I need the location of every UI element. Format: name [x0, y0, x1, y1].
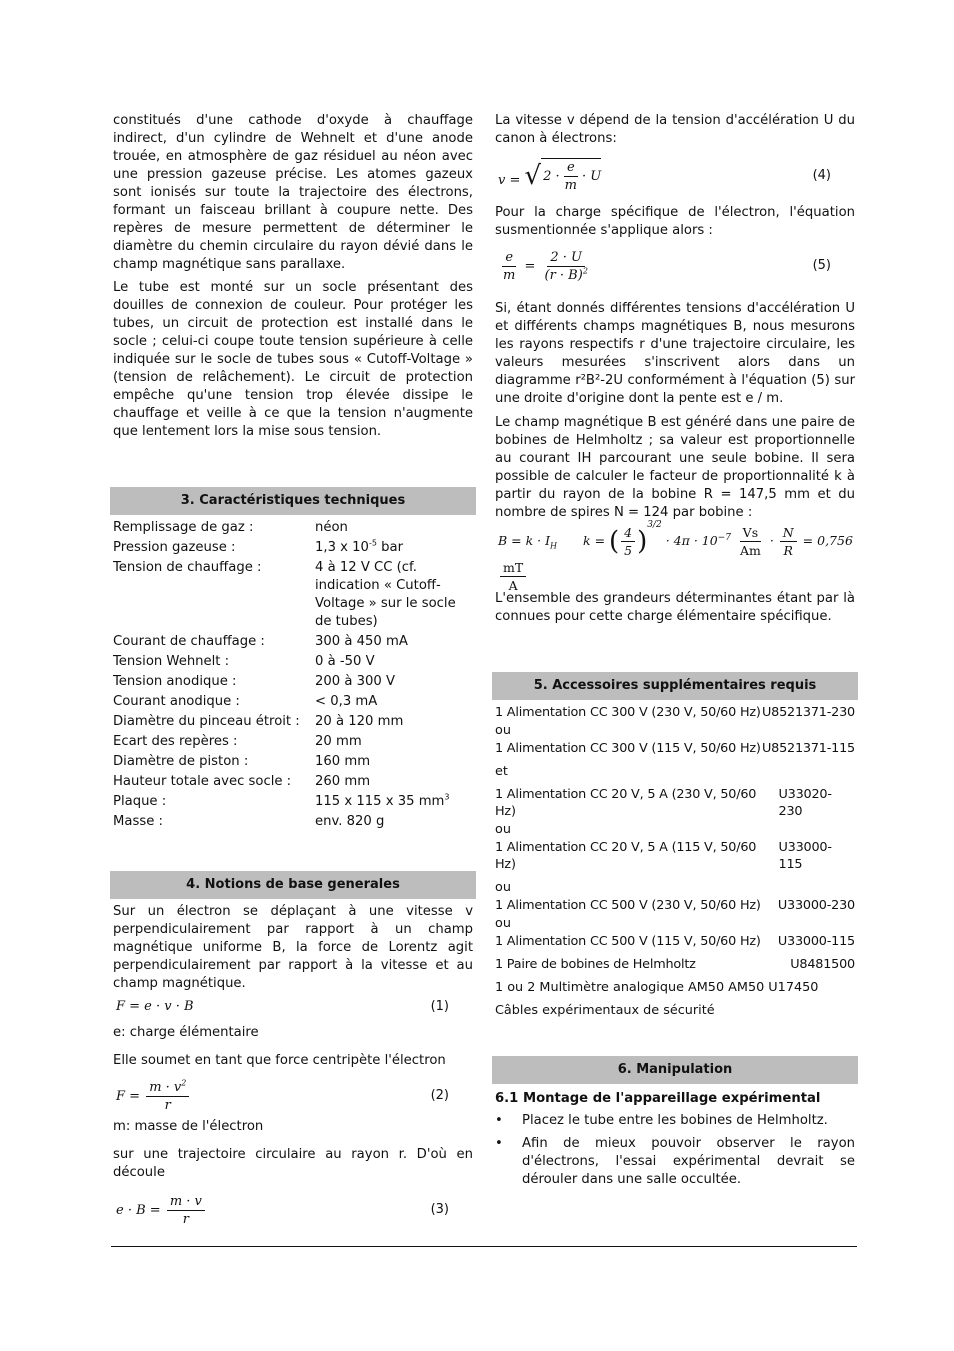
paragraph: La vitesse v dépend de la tension d'accélération U du canon à électrons:	[495, 113, 855, 146]
equation-number: (2)	[430, 1088, 449, 1103]
bullet-item: • Placez le tube entre les bobines de Helmholtz.	[495, 1112, 855, 1130]
accessory-row	[495, 1002, 855, 1019]
superscript: 3	[444, 792, 450, 802]
accessory-code: U8521371-230	[761, 705, 855, 720]
spec-label: Masse :	[113, 814, 163, 829]
spec-row	[113, 713, 473, 731]
spec-label: Tension de chauffage :	[113, 560, 262, 575]
spec-row	[113, 653, 473, 671]
accessory-row	[495, 839, 855, 873]
accessory-row	[495, 740, 855, 757]
spec-row	[113, 519, 473, 537]
accessory-row	[495, 956, 855, 973]
accessory-name: 1 ou 2 Multimètre analogique AM50 AM50 U17450	[495, 980, 819, 995]
spec-label: Pression gazeuse :	[113, 540, 236, 555]
spec-label: Plaque :	[113, 794, 167, 809]
spec-value	[315, 693, 473, 711]
spec-row	[113, 733, 473, 751]
equation-1	[113, 996, 473, 1018]
accessory-name: ou	[495, 916, 511, 931]
spec-value	[315, 713, 473, 731]
spec-value-text: 20 à 120 mm	[315, 714, 404, 729]
accessory-name: Câbles expérimentaux de sécurité	[495, 1003, 715, 1018]
accessory-name: 1 Alimentation CC 20 V, 5 A (115 V, 50/60 Hz)	[495, 840, 757, 872]
spec-unit: bar	[376, 540, 404, 555]
spec-label: Tension Wehnelt :	[113, 654, 230, 669]
accessory-row	[495, 979, 855, 996]
equation-3-formula: e · B = $\frac{m \cdot v}{r}$	[116, 1193, 207, 1228]
accessory-row	[495, 933, 855, 950]
paragraph: constitués d'une cathode d'oxyde à chauffage indirect, d'un cylindre de Wehnelt et d'une anode trouée, en atmosphère de gaz résiduel au néon avec une pression gazeuse précise. Les atomes gazeux sont ionisés sur toute la trajectoire des électrons, formant un faisceau brillant à coupure nette. Des repères de mesure permettent de déterminer le diamètre du chemin circulaire du rayon dévié dans le champ magnétique sans parallaxe.	[113, 113, 473, 272]
spec-value-text: 160 mm	[315, 754, 371, 769]
spec-value	[315, 773, 473, 791]
accessory-row	[495, 915, 855, 932]
spec-label: Diamètre du pinceau étroit :	[113, 714, 300, 729]
spec-row	[113, 539, 473, 557]
spec-value	[315, 633, 473, 651]
spec-value	[315, 559, 473, 631]
spec-row	[113, 633, 473, 651]
equation-4-formula: v = √ 2 · $\frac{e}{m}$ · U	[498, 160, 602, 193]
equation-k	[495, 520, 855, 593]
bullet-item: • Afin de mieux pouvoir observer le rayon d'électrons, l'essai expérimental devrait se dérouler dans une salle occultée.	[495, 1135, 855, 1189]
spec-value	[315, 539, 473, 557]
spec-label: Remplissage de gaz :	[113, 520, 254, 535]
accessory-code: U8521371-115	[761, 741, 855, 756]
spec-value-text: 4 à 12 V CC (cf. indication « Cutoff-Voltage » sur le socle de tubes)	[315, 560, 456, 629]
equation-2-formula: F = $\frac{m \cdot v^2}{r}$	[116, 1079, 191, 1114]
accessory-name: 1 Alimentation CC 300 V (230 V, 50/60 Hz)	[495, 705, 761, 720]
spec-row	[113, 693, 473, 711]
accessory-row	[495, 786, 855, 820]
accessory-row	[495, 763, 855, 780]
accessory-name: 1 Alimentation CC 300 V (115 V, 50/60 Hz)	[495, 741, 761, 756]
section-heading-4: 4. Notions de base generales	[110, 871, 476, 899]
spec-value-text: 0 à -50 V	[315, 654, 375, 669]
equation-number: (1)	[430, 999, 449, 1014]
accessory-row	[495, 897, 855, 914]
spec-value-text: 20 mm	[315, 734, 362, 749]
spec-label: Diamètre de piston :	[113, 754, 249, 769]
paragraph: Pour la charge spécifique de l'électron, l'équation susmentionnée s'applique alors :	[495, 205, 855, 238]
spec-row	[113, 793, 473, 811]
paragraph: m: masse de l'électron	[113, 1119, 264, 1134]
spec-label: Courant de chauffage :	[113, 634, 265, 649]
accessory-name: 1 Alimentation CC 500 V (115 V, 50/60 Hz)	[495, 934, 761, 949]
spec-value	[315, 519, 473, 537]
spec-row	[113, 753, 473, 771]
spec-value	[315, 673, 473, 691]
spec-value-text: 260 mm	[315, 774, 371, 789]
paragraph	[113, 1024, 473, 1042]
text: e: charge élémentaire	[113, 1025, 259, 1040]
spec-table	[113, 519, 473, 831]
paragraph: Si, étant donnés différentes tensions d'accélération U et différents champs magnétiques B, nous mesurons les rayons respectifs r d'une trajectoire circulaire, les valeurs mesurées s'inscrivent alors dans un diagramme r²B²-2U conformément à l'équation (5) sur une droite d'origine dont la pente est e / m.	[495, 301, 855, 406]
spec-value	[315, 753, 473, 771]
right-column	[495, 112, 855, 1194]
accessories-list	[495, 704, 855, 1019]
equation-5-formula: $\frac{e}{m}$ = $\frac{2 \cdot U}{(r \cdot B)^2}$	[503, 249, 588, 283]
equation-5	[495, 242, 855, 290]
paragraph: Le champ magnétique B est généré dans une paire de bobines de Helmholtz ; sa valeur est proportionnelle au courant IH parcourant une seule bobine. Il sera possible de calculer le facteur de proportionnalité k à partir du rayon de la bobine R = 147,5 mm et du nombre de spires N = 124 par bobine :	[495, 415, 855, 520]
accessory-name: ou	[495, 822, 511, 837]
accessory-row	[495, 722, 855, 739]
spec-label: Hauteur totale avec socle :	[113, 774, 292, 789]
accessory-name: ou	[495, 880, 511, 895]
spec-value-text: < 0,3 mA	[315, 694, 378, 709]
superscript: -5	[368, 538, 377, 548]
accessory-code: U8481500	[790, 957, 855, 972]
accessory-code: U33000-115	[777, 934, 855, 949]
equation-2	[113, 1074, 473, 1118]
spec-value	[315, 733, 473, 751]
accessory-name: et	[495, 764, 508, 779]
spec-value	[315, 653, 473, 671]
spec-value	[315, 813, 473, 831]
equation-number: (4)	[812, 168, 831, 183]
spec-label: Courant anodique :	[113, 694, 240, 709]
accessory-name: 1 Alimentation CC 500 V (230 V, 50/60 Hz)	[495, 898, 761, 913]
accessory-name: 1 Paire de bobines de Helmholtz	[495, 957, 696, 972]
paragraph: Sur un électron se déplaçant à une vitesse v perpendiculairement par rapport à un champ magnétique uniforme B, la force de Lorentz agit perpendiculairement par rapport à la vitesse et au champ magnétique.	[113, 904, 473, 991]
accessory-row	[495, 704, 855, 721]
accessory-code: U33000-115	[778, 840, 832, 872]
spec-value-text: néon	[315, 520, 348, 535]
spec-value-text: 300 à 450 mA	[315, 634, 408, 649]
paragraph: Elle soumet en tant que force centripète l'électron	[113, 1053, 446, 1068]
spec-row	[113, 559, 473, 631]
spec-value-text: env. 820 g	[315, 814, 385, 829]
spec-row	[113, 813, 473, 831]
spec-value-text: 1,3 x 10	[315, 540, 369, 555]
paragraph: Le tube est monté sur un socle présentant des douilles de connexion de couleur. Pour protéger les tubes, un circuit de protection est installé dans le socle ; celui-ci coupe toute tension supérieure à celle indiquée sur le socle de tubes sous « Cutoff-Voltage » (tension de relâchement). Le circuit de protection empêche qu'une tension trop élevée dissipe le chauffage et veille à ce que la tension n'augmente que lentement lors la mise sous tension.	[113, 280, 473, 439]
spec-value-text: 200 à 300 V	[315, 674, 396, 689]
accessory-code: U33000-230	[777, 898, 855, 913]
accessory-name: ou	[495, 723, 511, 738]
paragraph: sur une trajectoire circulaire au rayon r. D'où en découle	[113, 1147, 473, 1180]
spec-label: Tension anodique :	[113, 674, 237, 689]
footer-rule	[111, 1246, 857, 1247]
equation-number: (3)	[430, 1202, 449, 1217]
equation-number: (5)	[812, 258, 831, 273]
spec-row	[113, 773, 473, 791]
accessory-row	[495, 821, 855, 838]
left-column	[113, 112, 473, 1232]
section-heading-3: 3. Caractéristiques techniques	[110, 487, 476, 515]
equation-4	[495, 152, 855, 200]
equation-3	[113, 1188, 473, 1232]
paragraph: L'ensemble des grandeurs déterminantes étant par là connues pour cette charge élémentaire spécifique.	[495, 591, 855, 624]
spec-label: Ecart des repères :	[113, 734, 238, 749]
section-heading-5: 5. Accessoires supplémentaires requis	[492, 672, 858, 700]
spec-value-text: 115 x 115 x 35 mm	[315, 794, 445, 809]
subsection-heading-6-1: 6.1 Montage de l'appareillage expérimental	[495, 1091, 821, 1106]
spec-value	[315, 793, 473, 811]
accessory-name: 1 Alimentation CC 20 V, 5 A (230 V, 50/60 Hz)	[495, 787, 757, 819]
accessory-row	[495, 879, 855, 896]
accessory-code: U33020-230	[778, 787, 832, 819]
section-heading-6: 6. Manipulation	[492, 1056, 858, 1084]
spec-row	[113, 673, 473, 691]
equation-k-formula: $B = k \cdot I_H$ k = ( $\frac{4}{5}$ )$^{3/2} \cdot 4\pi \cdot 10^{-7}$ $\frac{Vs}{Am}$ · $\frac{N}{R}$ = 0,756 $\frac{mT}{A}$	[498, 520, 853, 593]
equation-1-formula: F = e · v · B	[116, 999, 194, 1014]
bullet-list	[495, 1112, 855, 1189]
